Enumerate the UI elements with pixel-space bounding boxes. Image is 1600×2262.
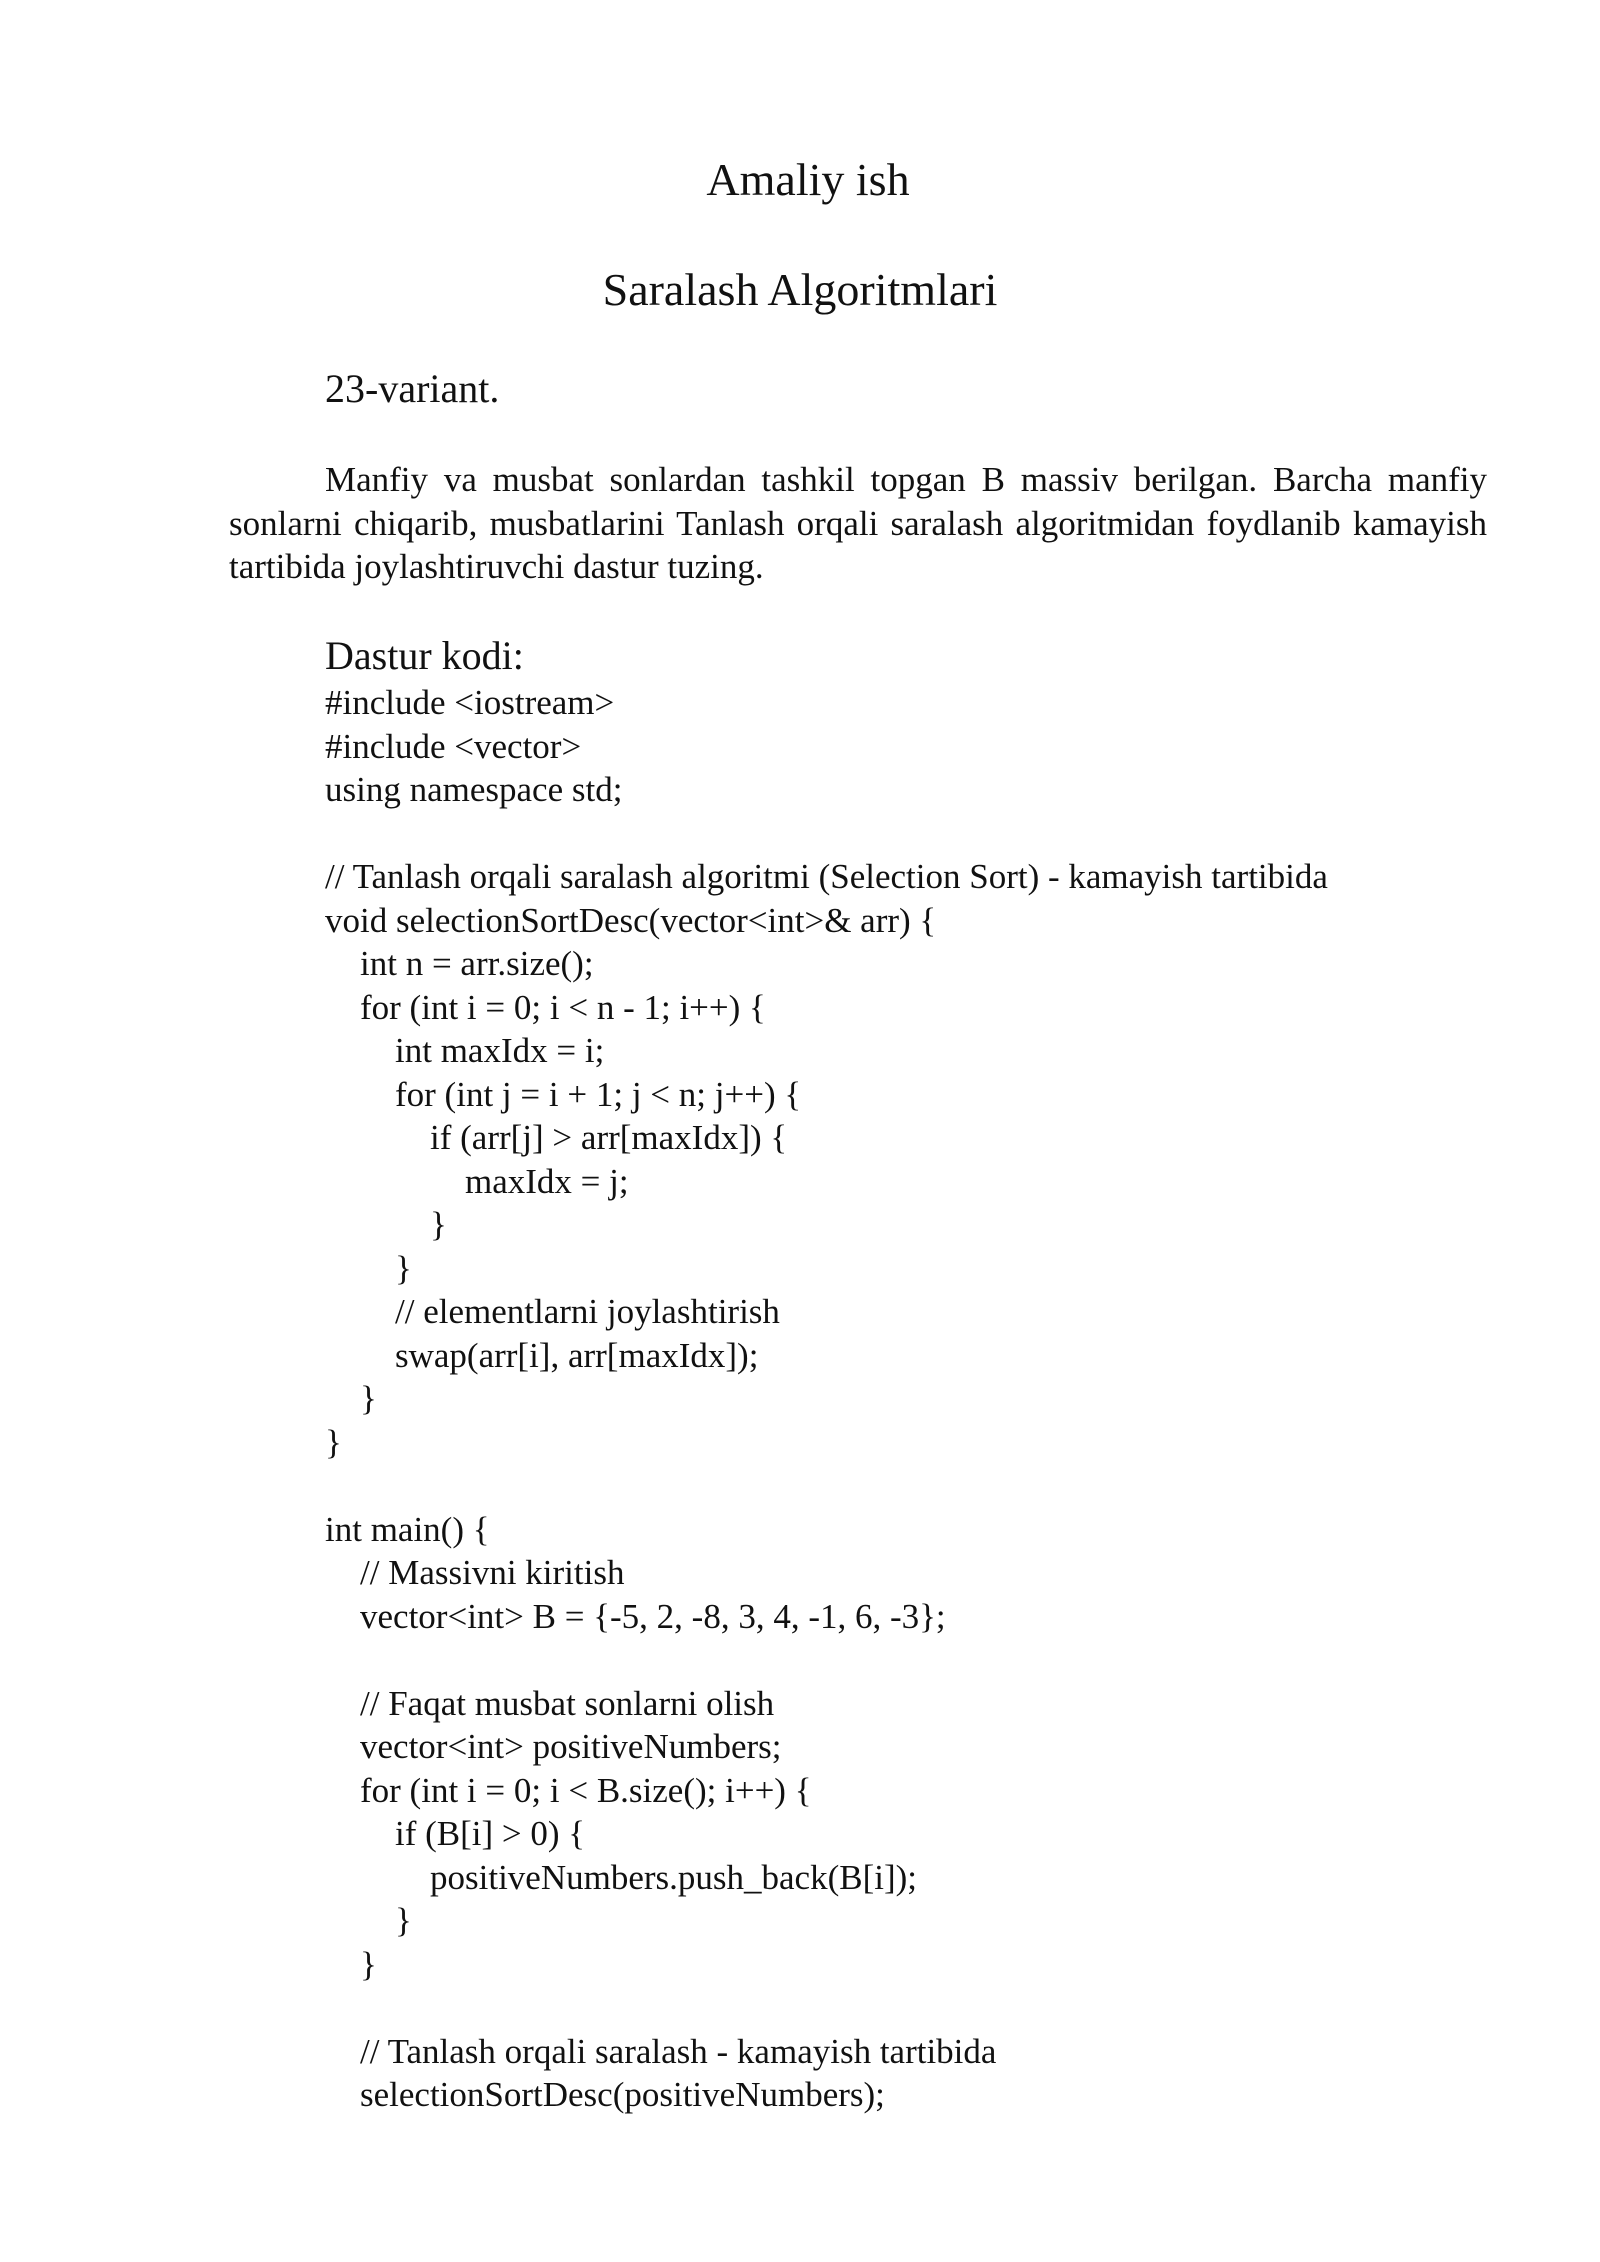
code-line: selectionSortDesc(positiveNumbers); xyxy=(325,2075,885,2114)
code-line: // elementlarni joylashtirish xyxy=(325,1292,780,1331)
code-line: #include <iostream> xyxy=(325,683,615,722)
code-line xyxy=(325,1464,1328,1508)
code-line: maxIdx = j; xyxy=(325,1161,629,1201)
code-line xyxy=(325,1986,1328,2030)
code-line xyxy=(325,1638,1328,1682)
code-line: // Faqat musbat sonlarni olish xyxy=(325,1683,775,1723)
code-line: } xyxy=(325,1944,377,1984)
code-line: using namespace std; xyxy=(325,770,623,809)
code-line: vector<int> positiveNumbers; xyxy=(325,1727,782,1766)
code-line: for (int i = 0; i < n - 1; i++) { xyxy=(325,987,766,1027)
code-line: int main() { xyxy=(325,1509,490,1549)
document-subtitle: Saralash Algoritmlari xyxy=(602,264,998,315)
code-line: } xyxy=(325,1422,342,1462)
code-line: int maxIdx = i; xyxy=(325,1031,605,1070)
task-description: Manfiy va musbat sonlardan tashkil topgan B massiv berilgan. Barcha manfiy sonlarni chiqarib, musbatlarini Tanlash orqali saralash algoritmidan foydlanib kamayish tartibida joylashtiruvchi dastur tuzing. xyxy=(229,460,1487,586)
code-heading: Dastur kodi: xyxy=(325,633,524,678)
code-line: void selectionSortDesc(vector<int>& arr) { xyxy=(325,900,937,940)
code-line: for (int j = i + 1; j < n; j++) { xyxy=(325,1074,802,1114)
variant-label: 23-variant. xyxy=(325,366,500,411)
code-block xyxy=(325,681,1328,2117)
code-line: } xyxy=(325,1901,412,1940)
code-line: if (B[i] > 0) { xyxy=(325,1814,586,1853)
code-line: if (arr[j] > arr[maxIdx]) { xyxy=(325,1118,788,1157)
code-line: } xyxy=(325,1379,377,1418)
code-line: vector<int> B = {-5, 2, -8, 3, 4, -1, 6, -3}; xyxy=(325,1596,946,1636)
code-line xyxy=(325,812,1328,856)
document-title: Amaliy ish xyxy=(706,154,910,205)
code-line: for (int i = 0; i < B.size(); i++) { xyxy=(325,1770,812,1810)
code-line: // Tanlash orqali saralash - kamayish tartibida xyxy=(325,2031,997,2071)
code-line: int n = arr.size(); xyxy=(325,944,594,983)
code-line: // Massivni kiritish xyxy=(325,1553,625,1592)
code-line: positiveNumbers.push_back(B[i]); xyxy=(325,1857,917,1897)
code-line: // Tanlash orqali saralash algoritmi (Selection Sort) - kamayish tartibida xyxy=(325,857,1328,896)
code-line: } xyxy=(325,1205,447,1244)
code-line: } xyxy=(325,1248,412,1288)
code-line: swap(arr[i], arr[maxIdx]); xyxy=(325,1335,759,1375)
code-line: #include <vector> xyxy=(325,726,582,766)
